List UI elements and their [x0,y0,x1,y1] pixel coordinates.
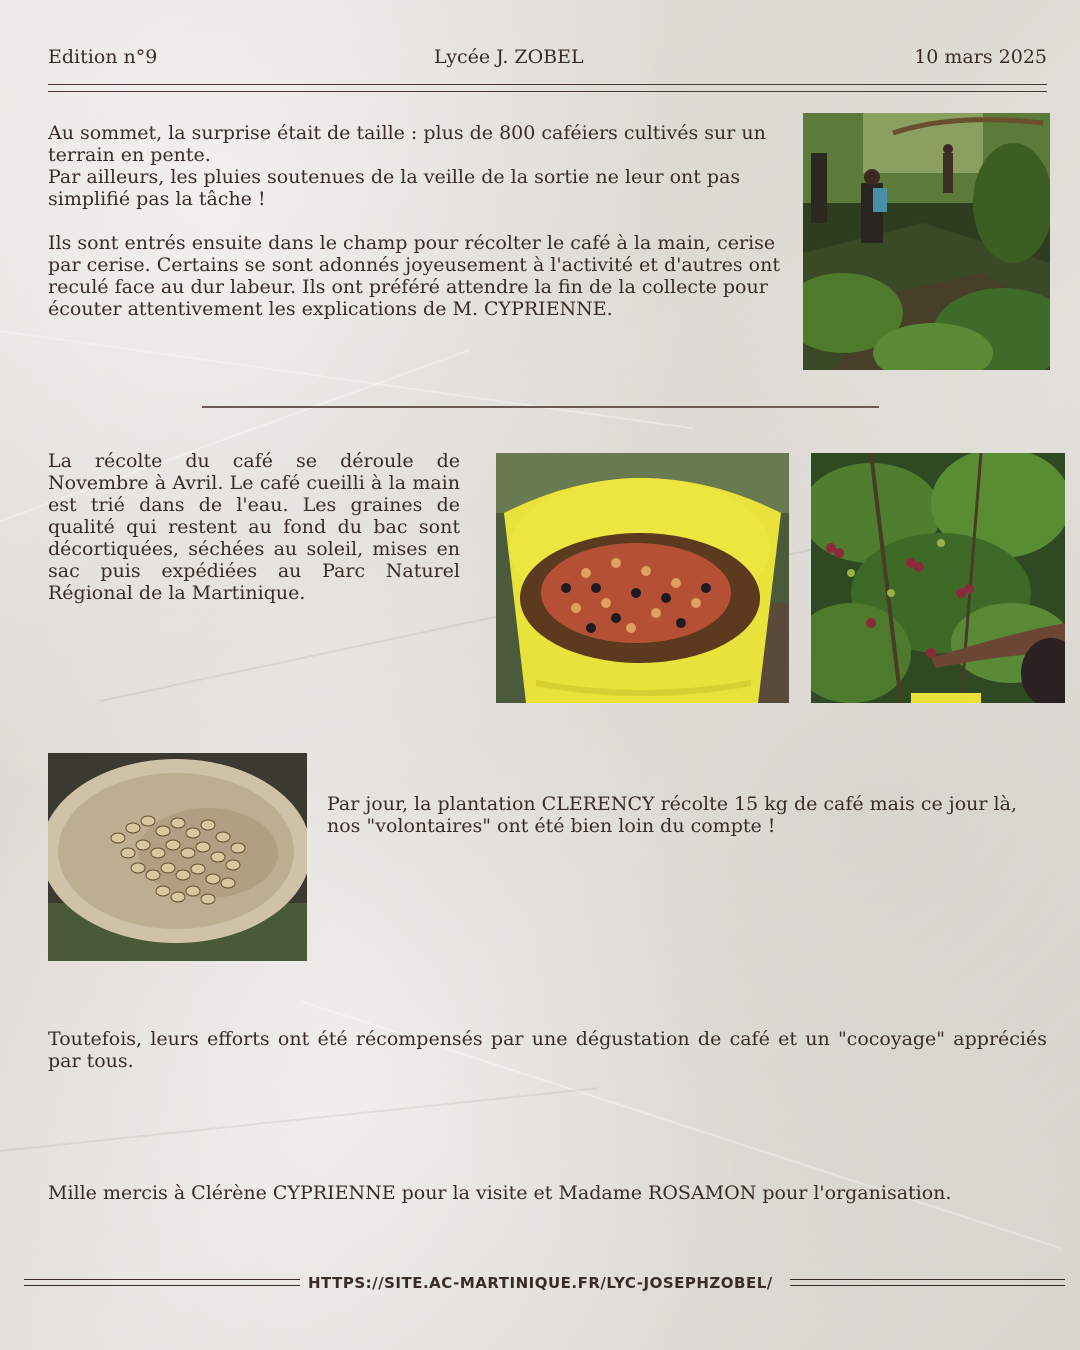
edition-number: Edition n°9 [48,46,158,68]
paragraph: Ils sont entrés ensuite dans le champ pour récolter le café à la main, cerise par cerise. Certains se sont adonnés joyeusement à l'activité et d'autres ont reculé face au dur labeur. Ils ont préféré attendre la fin de la collecte pour écouter attentivement les explications de M. CYPRIENNE. [48,232,780,320]
paper-texture [0,1087,597,1152]
website-link[interactable]: HTTPS://SITE.AC-MARTINIQUE.FR/LYC-JOSEPHZOBEL/ [308,1274,773,1292]
publication-date: 10 mars 2025 [914,46,1047,68]
footer-rule [24,1279,300,1280]
section3-text [327,793,1027,837]
section2-text [48,450,460,604]
page-header [48,46,1047,76]
thanks-text [48,1182,1047,1204]
paper-texture [0,330,693,429]
paragraph: Au sommet, la surprise était de taille : plus de 800 caféiers cultivés sur un terrain en pente. [48,122,766,166]
footer-rule [24,1285,300,1286]
section4-text [48,1028,1047,1072]
coffee-plant-photo [811,453,1065,703]
coffee-bucket-image [496,453,789,703]
coffee-cherries-image [811,453,1065,703]
section1-text [48,122,784,320]
section-divider [202,406,879,408]
bucket-photo [496,453,789,703]
coffee-beans-bowl-image [48,753,307,961]
hiking-photo [803,113,1050,370]
footer-rule [790,1285,1065,1286]
header-rule [48,84,1047,85]
footer-rule [790,1279,1065,1280]
paragraph: Toutefois, leurs efforts ont été récompensés par une dégustation de café et un "cocoyage" appréciés par tous. [48,1028,1047,1072]
paragraph: Par ailleurs, les pluies soutenues de la veille de la sortie ne leur ont pas simplifié pas la tâche ! [48,166,741,210]
paragraph: La récolte du café se déroule de Novembre à Avril. Le café cueilli à la main est trié dans de l'eau. Les graines de qualité qui restent au fond du bac sont décortiquées, séchées au soleil, mises en sac puis expédiées au Parc Naturel Régional de la Martinique. [48,450,460,604]
dried-beans-photo [48,753,307,961]
school-name: Lycée J. ZOBEL [434,46,584,68]
paragraph: Par jour, la plantation CLERENCY récolte 15 kg de café mais ce jour là, nos "volontaires" ont été bien loin du compte ! [327,793,1017,837]
forest-hike-image [803,113,1050,370]
paragraph: Mille mercis à Clérène CYPRIENNE pour la visite et Madame ROSAMON pour l'organisation. [48,1182,952,1204]
header-rule [48,91,1047,92]
